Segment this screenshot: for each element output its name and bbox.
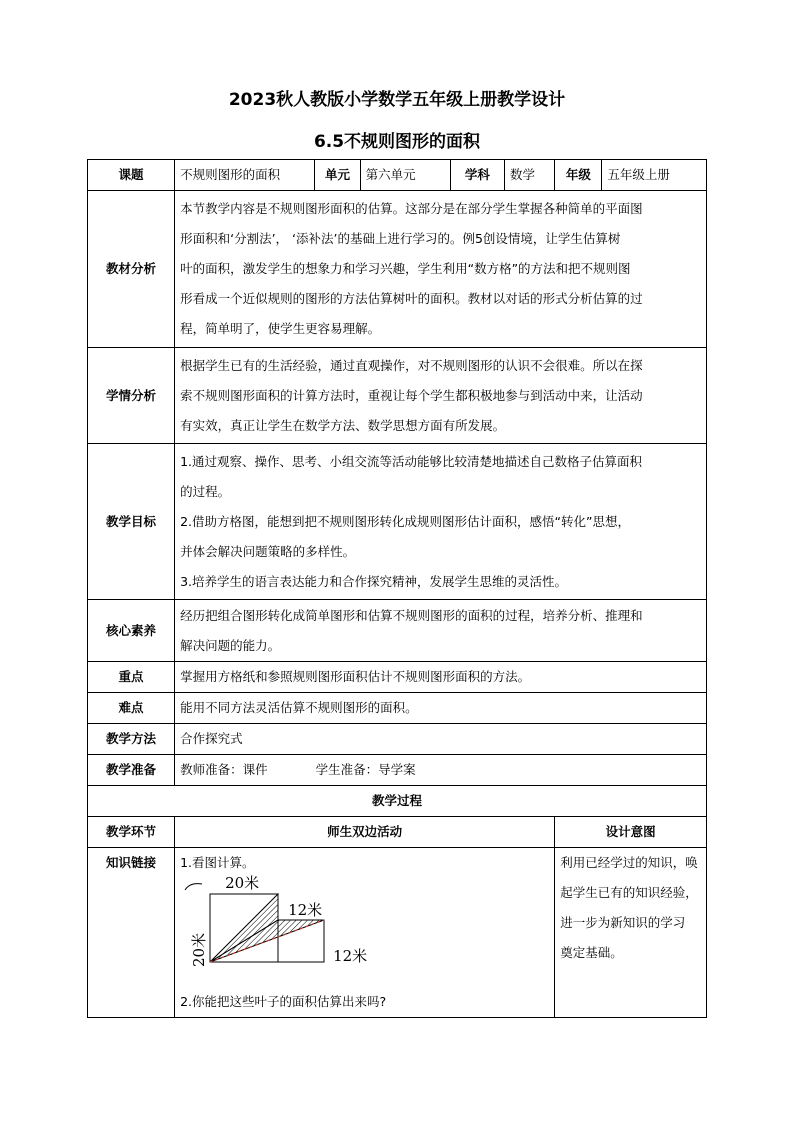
knowledge-link-activity xyxy=(175,848,555,1018)
teacher-prep: 教师准备：课件 xyxy=(180,762,268,777)
text-line: 并体会解决问题策略的多样性。 xyxy=(180,543,356,559)
subject-value: 数学 xyxy=(505,160,555,191)
text-line: 进一步为新知识的学习 xyxy=(560,915,686,930)
textbook-analysis-label: 教材分析 xyxy=(88,191,175,348)
col-step-header: 教学环节 xyxy=(88,817,175,848)
method-text: 合作探究式 xyxy=(175,724,707,755)
subject-label: 学科 xyxy=(450,160,504,191)
label-right: 12米 xyxy=(333,947,368,965)
info-row xyxy=(88,160,707,191)
difficulty-text: 能用不同方法灵活估算不规则图形的面积。 xyxy=(175,693,707,724)
text-line: 2.借助方格图，能想到把不规则图形转化成规则图形估计面积，感悟“转化”思想， xyxy=(180,513,630,529)
topic-label: 课题 xyxy=(88,160,175,191)
col-intent-header: 设计意图 xyxy=(555,817,707,848)
activity-item-2: 2.你能把这些叶子的面积估算出来吗? xyxy=(180,994,387,1009)
teaching-goals-row xyxy=(88,444,707,600)
col-activity-header: 师生双边活动 xyxy=(175,817,555,848)
text-line: 程，简单明了，使学生更容易理解。 xyxy=(180,321,381,336)
text-line: 根据学生已有的生活经验，通过直观操作，对不规则图形的认识不会很难。所以在探 xyxy=(180,357,643,373)
core-competency-text xyxy=(175,600,707,662)
knowledge-link-label: 知识链接 xyxy=(88,848,175,1018)
preparation-label: 教学准备 xyxy=(88,755,175,786)
process-header-row xyxy=(88,817,707,848)
document-title: 2023秋人教版小学数学五年级上册教学设计 xyxy=(228,90,566,110)
label-mid: 12米 xyxy=(288,901,323,919)
grade-label: 年级 xyxy=(555,160,602,191)
teaching-goals-label: 教学目标 xyxy=(88,444,175,600)
key-point-label: 重点 xyxy=(88,662,175,693)
unit-label: 单元 xyxy=(315,160,360,191)
textbook-analysis-text xyxy=(175,191,707,348)
unit-value: 第六单元 xyxy=(360,160,450,191)
learner-analysis-text xyxy=(175,348,707,444)
learner-analysis-label: 学情分析 xyxy=(88,348,175,444)
text-line: 的过程。 xyxy=(180,483,231,499)
text-line: 形面积和‘分割法’， ‘添补法’的基础上进行学习的。例5创设情境，让学生估算树 xyxy=(180,231,621,246)
text-line: 索不规则图形面积的计算方法时，重视让每个学生都积极地参与到活动中来，让活动 xyxy=(180,387,643,403)
difficulty-row xyxy=(88,693,707,724)
topic-value: 不规则图形的面积 xyxy=(175,160,315,191)
method-label: 教学方法 xyxy=(88,724,175,755)
knowledge-link-row xyxy=(88,848,707,1018)
text-line: 有实效，真正让学生在数学方法、数学思想方面有所发展。 xyxy=(180,417,506,433)
key-point-text: 掌握用方格纸和参照规则图形面积估计不规则图形面积的方法。 xyxy=(175,662,707,693)
knowledge-link-intent xyxy=(555,848,707,1018)
textbook-analysis-row xyxy=(88,191,707,348)
method-row xyxy=(88,724,707,755)
process-title: 教学过程 xyxy=(88,786,707,817)
area-figure xyxy=(180,872,480,987)
lesson-title: 6.5不规则图形的面积 xyxy=(313,132,481,152)
teaching-goals-text xyxy=(175,444,707,600)
text-line: 经历把组合图形转化成简单图形和估算不规则图形的面积的过程，培养分析、推理和 xyxy=(180,607,643,623)
core-competency-row xyxy=(88,600,707,662)
text-line: 起学生已有的知识经验， xyxy=(560,885,698,900)
text-line: 叶的面积，激发学生的想象力和学习兴趣，学生利用“数方格”的方法和把不规则图 xyxy=(180,261,631,276)
lesson-plan-table xyxy=(87,159,707,1018)
preparation-row xyxy=(88,755,707,786)
grade-value: 五年级上册 xyxy=(602,160,707,191)
text-line: 解决问题的能力。 xyxy=(180,637,281,653)
text-line: 本节教学内容是不规则图形面积的估算。这部分是在部分学生掌握各种简单的平面图 xyxy=(180,201,643,216)
text-line: 利用已经学过的知识，唤 xyxy=(560,855,698,870)
process-title-row xyxy=(88,786,707,817)
label-top: 20米 xyxy=(225,874,260,892)
student-prep: 学生准备：导学案 xyxy=(315,762,416,777)
difficulty-label: 难点 xyxy=(88,693,175,724)
key-point-row xyxy=(88,662,707,693)
label-left: 20米 xyxy=(190,932,209,967)
text-line: 奠定基础。 xyxy=(560,945,623,960)
text-line: 1.通过观察、操作、思考、小组交流等活动能够比较清楚地描述自己数格子估算面积 xyxy=(180,453,643,469)
activity-item-1: 1.看图计算。 xyxy=(180,855,255,870)
learner-analysis-row xyxy=(88,348,707,444)
text-line: 3.培养学生的语言表达能力和合作探究精神，发展学生思维的灵活性。 xyxy=(180,573,568,589)
preparation-text xyxy=(175,755,707,786)
text-line: 形看成一个近似规则的图形的方法估算树叶的面积。教材以对话的形式分析估算的过 xyxy=(180,291,643,306)
core-competency-label: 核心素养 xyxy=(88,600,175,662)
